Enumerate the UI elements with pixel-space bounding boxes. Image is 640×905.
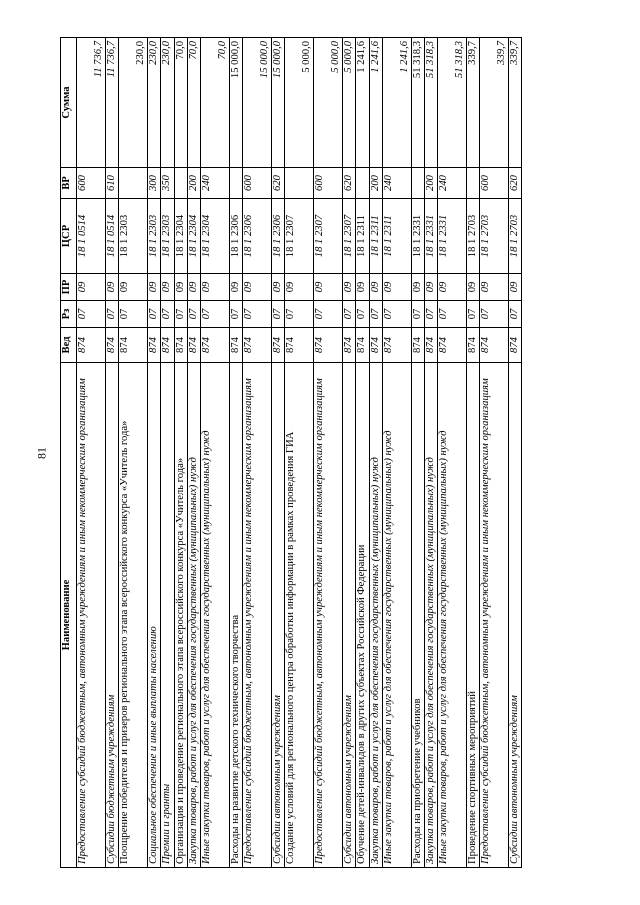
row-pr: 09 [77,274,106,301]
budget-table [60,37,522,868]
row-sum: 339,7 [480,38,509,168]
row-ved: 874 [200,328,229,363]
row-pr: 09 [467,274,480,301]
row-rz: 07 [480,301,509,328]
row-name: Социальное обеспечение и иные выплаты населению [148,363,161,868]
row-sum: 51 318,3 [438,38,467,168]
row-pr: 09 [174,274,187,301]
table-body [77,38,522,868]
row-csr: 18 1 2304 [187,199,200,274]
row-ved: 874 [106,328,119,363]
row-ved: 874 [243,328,272,363]
row-sum: 70,0 [174,38,187,168]
row-sum: 5 000,0 [314,38,343,168]
row-csr: 18 1 2311 [369,199,382,274]
row-ved: 874 [411,328,424,363]
row-rz: 07 [438,301,467,328]
row-vr: 610 [106,168,119,199]
row-name: Иные закупки товаров, работ и услуг для обеспечения государственных (муниципальных) нужд [200,363,229,868]
row-rz: 07 [411,301,424,328]
row-sum: 51 318,3 [411,38,424,168]
row-name: Создание условий для регионального центра обработки информации в рамках проведения ГИА [285,363,314,868]
row-vr: 240 [438,168,467,199]
header-name: Наименование [61,363,77,868]
table-row [187,38,200,868]
row-pr: 09 [356,274,369,301]
row-name: Обучение детей-инвалидов в других субъектах Российской Федерации [356,363,369,868]
row-sum: 11 736,7 [106,38,119,168]
row-pr: 09 [343,274,356,301]
row-ved: 874 [272,328,285,363]
row-csr: 18 1 2303 [148,199,161,274]
row-pr: 09 [480,274,509,301]
row-sum: 51 318,3 [424,38,437,168]
row-vr: 620 [272,168,285,199]
table-row [509,38,522,868]
row-ved: 874 [356,328,369,363]
row-name: Премии и гранты [161,363,174,868]
table-row [467,38,480,868]
row-pr: 09 [509,274,522,301]
row-ved: 874 [161,328,174,363]
row-name: Предоставление субсидий бюджетным, автономным учреждениям и иным некоммерческим организациям [243,363,272,868]
row-pr: 09 [119,274,148,301]
table-row [229,38,242,868]
row-vr [411,168,424,199]
row-vr: 240 [200,168,229,199]
row-vr [467,168,480,199]
row-csr: 18 1 2331 [411,199,424,274]
table-header-row [61,38,77,868]
page-number: 81 [34,447,49,459]
table-row [424,38,437,868]
row-ved: 874 [480,328,509,363]
table-row [77,38,106,868]
row-name: Расходы на приобретение учебников [411,363,424,868]
row-rz: 07 [314,301,343,328]
row-sum: 70,0 [200,38,229,168]
row-sum: 1 241,6 [382,38,411,168]
header-ved: Вед [61,328,77,363]
row-pr: 09 [161,274,174,301]
row-rz: 07 [161,301,174,328]
table-row [285,38,314,868]
row-ved: 874 [119,328,148,363]
row-pr: 09 [314,274,343,301]
row-sum: 15 000,0 [272,38,285,168]
row-name: Закупка товаров, работ и услуг для обеспечения государственных (муниципальных) нужд [424,363,437,868]
row-vr: 350 [161,168,174,199]
table-row [369,38,382,868]
row-rz: 07 [106,301,119,328]
row-rz: 07 [174,301,187,328]
header-vr: ВР [61,168,77,199]
row-ved: 874 [467,328,480,363]
row-csr: 18 1 2306 [272,199,285,274]
row-rz: 07 [382,301,411,328]
table-row [243,38,272,868]
row-ved: 874 [314,328,343,363]
row-name: Субсидии автономным учреждениям [272,363,285,868]
row-sum: 339,7 [467,38,480,168]
row-rz: 07 [187,301,200,328]
row-rz: 07 [509,301,522,328]
row-sum: 5 000,0 [343,38,356,168]
row-rz: 07 [229,301,242,328]
row-rz: 07 [77,301,106,328]
row-vr [285,168,314,199]
row-csr: 18 1 2311 [382,199,411,274]
row-csr: 18 1 2307 [285,199,314,274]
row-ved: 874 [187,328,200,363]
row-vr: 600 [77,168,106,199]
table-row [382,38,411,868]
row-csr: 18 1 2307 [314,199,343,274]
table-row [314,38,343,868]
row-name: Субсидии бюджетным учреждениям [106,363,119,868]
row-pr: 09 [411,274,424,301]
table-row [480,38,509,868]
row-name: Субсидии автономным учреждениям [509,363,522,868]
row-rz: 07 [272,301,285,328]
row-ved: 874 [382,328,411,363]
row-rz: 07 [200,301,229,328]
row-name: Организация и проведение регионального этапа всероссийского конкурса «Учитель года» [174,363,187,868]
row-vr: 600 [243,168,272,199]
row-sum: 339,7 [509,38,522,168]
row-vr: 600 [480,168,509,199]
row-vr: 240 [382,168,411,199]
row-sum: 1 241,6 [369,38,382,168]
row-csr: 18 1 2307 [343,199,356,274]
row-csr: 18 1 2703 [480,199,509,274]
row-vr: 620 [343,168,356,199]
row-csr: 18 1 2703 [467,199,480,274]
row-vr [174,168,187,199]
row-ved: 874 [229,328,242,363]
row-name: Иные закупки товаров, работ и услуг для обеспечения государственных (муниципальных) нужд [382,363,411,868]
row-csr: 18 1 2303 [119,199,148,274]
table-row [106,38,119,868]
row-ved: 874 [438,328,467,363]
row-rz: 07 [356,301,369,328]
row-ved: 874 [369,328,382,363]
row-pr: 09 [285,274,314,301]
row-pr: 09 [438,274,467,301]
row-name: Предоставление субсидий бюджетным, автономным учреждениям и иным некоммерческим организациям [77,363,106,868]
row-pr: 09 [187,274,200,301]
row-ved: 874 [343,328,356,363]
row-csr: 18 1 2703 [509,199,522,274]
table-row [356,38,369,868]
row-rz: 07 [119,301,148,328]
row-sum: 11 736,7 [77,38,106,168]
row-vr: 600 [314,168,343,199]
row-sum: 230,0 [119,38,148,168]
row-sum: 70,0 [187,38,200,168]
row-sum: 1 241,6 [356,38,369,168]
row-name: Предоставление субсидий бюджетным, автономным учреждениям и иным некоммерческим организациям [314,363,343,868]
table-row [438,38,467,868]
row-rz: 07 [369,301,382,328]
row-rz: 07 [343,301,356,328]
row-vr [229,168,242,199]
header-csr: ЦСР [61,199,77,274]
row-name: Поощрение победителя и призеров регионального этапа всероссийского конкурса «Учитель года» [119,363,148,868]
row-name: Закупка товаров, работ и услуг для обеспечения государственных (муниципальных) нужд [369,363,382,868]
row-pr: 09 [229,274,242,301]
row-ved: 874 [77,328,106,363]
row-pr: 09 [272,274,285,301]
row-csr: 18 1 2306 [229,199,242,274]
row-sum: 15 000,0 [243,38,272,168]
row-pr: 09 [369,274,382,301]
table-row [272,38,285,868]
row-csr: 18 1 0514 [77,199,106,274]
header-pr: ПР [61,274,77,301]
row-sum: 5 000,0 [285,38,314,168]
row-vr: 300 [148,168,161,199]
table-row [411,38,424,868]
row-sum: 15 000,0 [229,38,242,168]
row-vr: 620 [509,168,522,199]
row-name: Закупка товаров, работ и услуг для обеспечения государственных (муниципальных) нужд [187,363,200,868]
row-name: Расходы на развитие детского технического творчества [229,363,242,868]
table-row [343,38,356,868]
row-csr: 18 1 2331 [424,199,437,274]
row-pr: 09 [243,274,272,301]
header-rz: Рз [61,301,77,328]
row-rz: 07 [243,301,272,328]
row-sum: 230,0 [148,38,161,168]
row-ved: 874 [148,328,161,363]
row-rz: 07 [148,301,161,328]
table-row [174,38,187,868]
table-row [161,38,174,868]
row-csr: 18 1 2331 [438,199,467,274]
row-vr [356,168,369,199]
row-name: Проведение спортивных мероприятий [467,363,480,868]
row-csr: 18 1 2306 [243,199,272,274]
row-csr: 18 1 2304 [174,199,187,274]
row-ved: 874 [424,328,437,363]
row-name: Субсидии автономным учреждениям [343,363,356,868]
table-row [148,38,161,868]
row-rz: 07 [424,301,437,328]
row-rz: 07 [467,301,480,328]
row-vr: 200 [424,168,437,199]
row-pr: 09 [382,274,411,301]
row-vr [119,168,148,199]
row-csr: 18 1 2304 [200,199,229,274]
table-row [200,38,229,868]
row-ved: 874 [509,328,522,363]
row-csr: 18 1 0514 [106,199,119,274]
row-name: Иные закупки товаров, работ и услуг для обеспечения государственных (муниципальных) нужд [438,363,467,868]
row-csr: 18 1 2311 [356,199,369,274]
table-row [119,38,148,868]
row-pr: 09 [424,274,437,301]
row-vr: 200 [187,168,200,199]
row-name: Предоставление субсидий бюджетным, автономным учреждениям и иным некоммерческим организациям [480,363,509,868]
budget-table-container [60,38,640,868]
row-csr: 18 1 2303 [161,199,174,274]
row-ved: 874 [174,328,187,363]
header-sum: Сумма [61,38,77,168]
row-pr: 09 [200,274,229,301]
row-vr: 200 [369,168,382,199]
row-sum: 230,0 [161,38,174,168]
row-pr: 09 [106,274,119,301]
row-rz: 07 [285,301,314,328]
row-pr: 09 [148,274,161,301]
row-ved: 874 [285,328,314,363]
